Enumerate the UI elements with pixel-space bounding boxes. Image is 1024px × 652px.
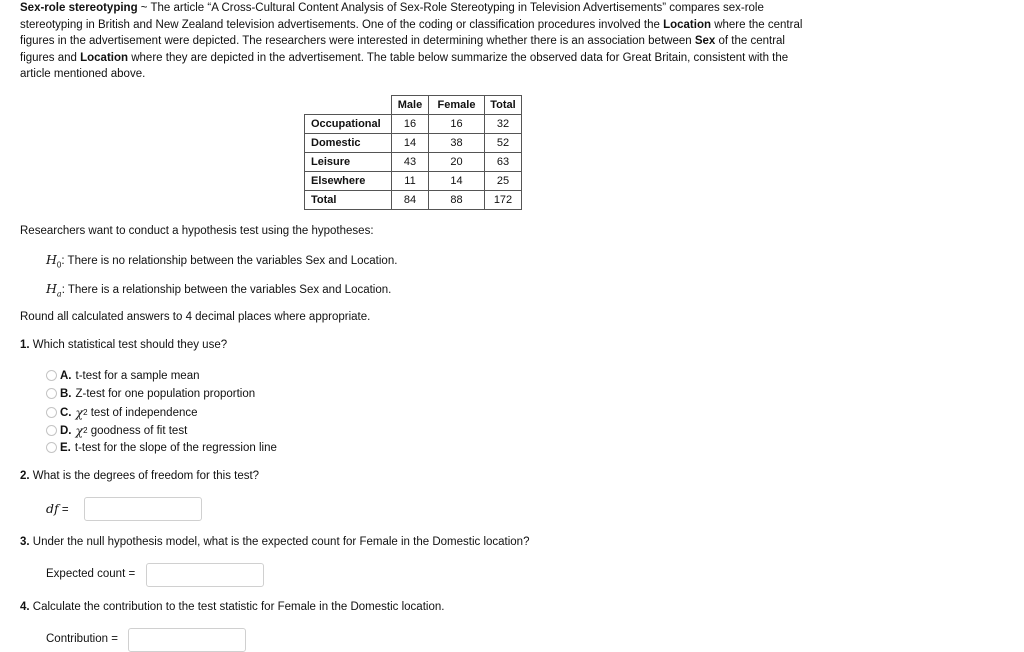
cell: 14 xyxy=(429,172,485,191)
option-letter: B. xyxy=(60,387,72,400)
option-letter: A. xyxy=(60,369,72,382)
intro-location-2: Location xyxy=(80,51,129,64)
df-symbol: df xyxy=(46,501,59,516)
h0-subscript: 0 xyxy=(56,260,62,270)
option-text: t-test for a sample mean xyxy=(75,369,200,382)
null-hypothesis xyxy=(46,252,397,269)
option-letter: E. xyxy=(60,441,71,454)
row-label: Total xyxy=(305,191,392,210)
question-4-prompt xyxy=(20,601,444,613)
cell: 43 xyxy=(392,153,429,172)
question-3-prompt xyxy=(20,536,529,548)
intro-text-1: The article “A Cross-Cultural Content Analysis of Sex-Role Stereotyping in Television Advertisements” compares sex-role stereotyping in British and New Zealand television advertisements. One of the coding or classification procedures involved the xyxy=(20,2,764,31)
option-text: Z-test for one population proportion xyxy=(75,387,256,400)
col-header-female: Female xyxy=(429,96,485,115)
question-2-number: 2. xyxy=(20,470,30,482)
intro-text-2: where the central figures in the advertisement were depicted. The researchers were interested in determining whether there is an association between xyxy=(20,18,803,47)
row-label: Domestic xyxy=(305,134,392,153)
table-row xyxy=(305,134,522,153)
cell: 52 xyxy=(485,134,522,153)
question-1-text: Which statistical test should they use? xyxy=(29,339,228,351)
question-4-text: Calculate the contribution to the test statistic for Female in the Domestic location. xyxy=(29,601,445,613)
round-note: Round all calculated answers to 4 decimal places where appropriate. xyxy=(20,311,371,323)
chi-symbol: χ xyxy=(75,423,84,438)
question-1-prompt xyxy=(20,339,227,351)
table-corner xyxy=(305,96,392,115)
h0-symbol: H xyxy=(46,252,57,267)
radio-icon[interactable] xyxy=(46,370,57,381)
df-label xyxy=(46,501,69,516)
intro-sex: Sex xyxy=(694,35,716,47)
option-text: test of independence xyxy=(87,406,198,419)
col-header-total: Total xyxy=(485,96,522,115)
radio-icon[interactable] xyxy=(46,442,57,453)
table-row xyxy=(305,172,522,191)
question-3-number: 3. xyxy=(20,536,30,548)
intro-title: Sex-role stereotyping xyxy=(20,2,138,14)
row-label: Occupational xyxy=(305,115,392,134)
option-letter: D. xyxy=(60,424,72,437)
cell: 16 xyxy=(429,115,485,134)
df-input[interactable] xyxy=(84,497,202,521)
question-2-text: What is the degrees of freedom for this test? xyxy=(29,470,260,482)
chi-symbol: χ xyxy=(75,405,84,420)
option-text: goodness of fit test xyxy=(87,424,188,437)
intro-text-4: where they are depicted in the advertisement. The table below summarize the observed data for Great Britain, consistent with the article mentioned above. xyxy=(20,51,789,80)
cell: 38 xyxy=(429,134,485,153)
alt-hypothesis xyxy=(46,281,391,298)
option-b[interactable] xyxy=(46,385,255,402)
option-text: t-test for the slope of the regression line xyxy=(74,441,277,454)
ha-symbol: H xyxy=(46,281,57,296)
question-4-number: 4. xyxy=(20,601,30,613)
intro-sep: ~ xyxy=(137,2,151,14)
chi-superscript: 2 xyxy=(83,408,88,417)
table-header-row xyxy=(305,96,522,115)
cell: 14 xyxy=(392,134,429,153)
cell: 84 xyxy=(392,191,429,210)
cell: 32 xyxy=(485,115,522,134)
intro-paragraph xyxy=(20,0,820,83)
option-c[interactable] xyxy=(46,404,198,421)
table-row xyxy=(305,191,522,210)
cell: 20 xyxy=(429,153,485,172)
question-3-text: Under the null hypothesis model, what is the expected count for Female in the Domestic location? xyxy=(29,536,530,548)
option-e[interactable] xyxy=(46,439,277,456)
radio-icon[interactable] xyxy=(46,425,57,436)
option-letter: C. xyxy=(60,406,72,419)
hypotheses-lead: Researchers want to conduct a hypothesis test using the hypotheses: xyxy=(20,225,374,237)
table-row xyxy=(305,153,522,172)
cell: 25 xyxy=(485,172,522,191)
expected-count-label: Expected count = xyxy=(46,568,136,580)
ha-text: : There is a relationship between the variables Sex and Location. xyxy=(61,284,392,296)
question-2-prompt xyxy=(20,470,259,482)
cell: 172 xyxy=(485,191,522,210)
chi-superscript: 2 xyxy=(83,426,88,435)
table-row xyxy=(305,115,522,134)
contribution-input[interactable] xyxy=(128,628,246,652)
radio-icon[interactable] xyxy=(46,407,57,418)
row-label: Elsewhere xyxy=(305,172,392,191)
question-1-number: 1. xyxy=(20,339,30,351)
observed-data-table xyxy=(304,95,522,210)
ha-subscript: a xyxy=(56,289,62,299)
intro-text-3: of the central figures and xyxy=(20,35,785,64)
h0-text: : There is no relationship between the variables Sex and Location. xyxy=(61,255,398,267)
cell: 16 xyxy=(392,115,429,134)
col-header-male: Male xyxy=(392,96,429,115)
cell: 11 xyxy=(392,172,429,191)
df-equals: = xyxy=(58,504,69,516)
contribution-label: Contribution = xyxy=(46,633,118,645)
option-a[interactable] xyxy=(46,367,200,384)
expected-count-input[interactable] xyxy=(146,563,264,587)
option-d[interactable] xyxy=(46,422,187,439)
row-label: Leisure xyxy=(305,153,392,172)
intro-location-1: Location xyxy=(663,18,711,31)
radio-icon[interactable] xyxy=(46,388,57,399)
cell: 63 xyxy=(485,153,522,172)
cell: 88 xyxy=(429,191,485,210)
